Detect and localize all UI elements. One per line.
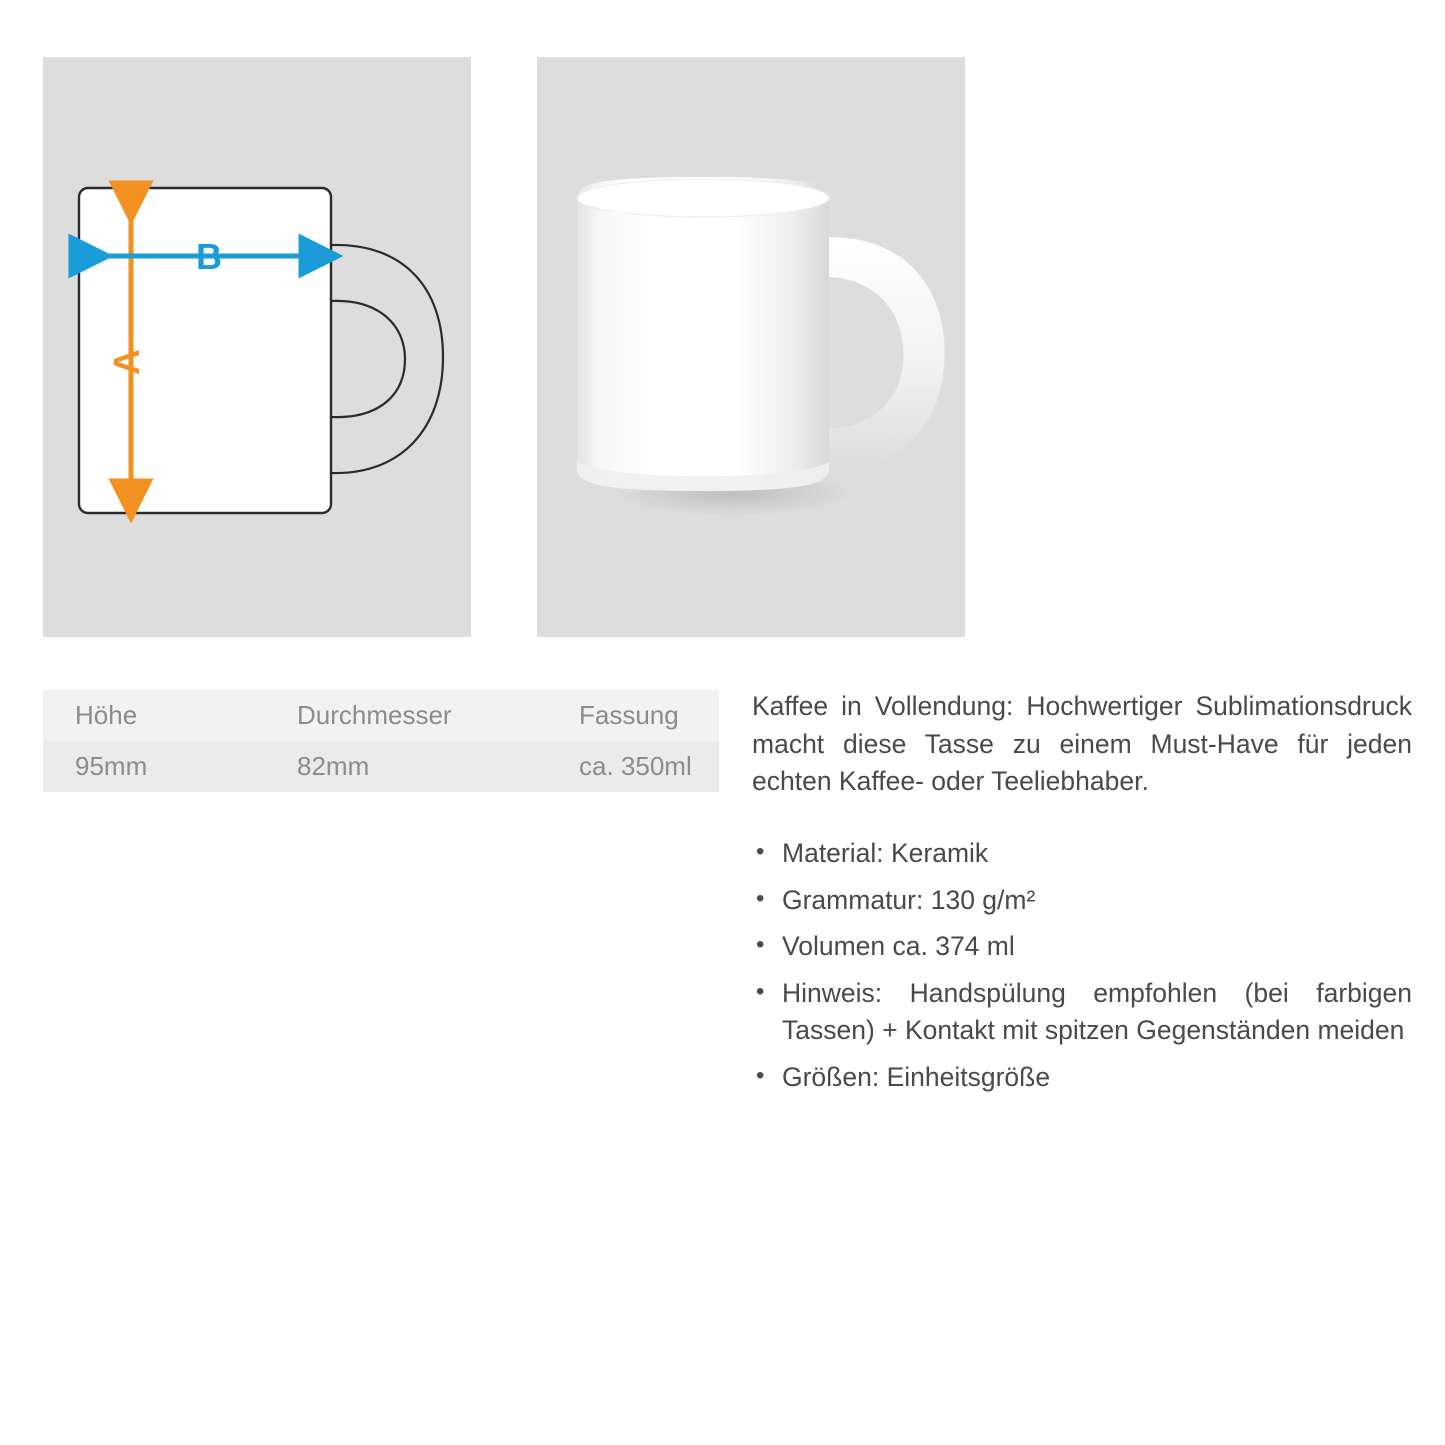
- description-intro: Kaffee in Vollendung: Hochwertiger Sublimationsdruck macht diese Tasse zu einem Must-Have für jeden echten Kaffee- oder Teeliebhaber.: [752, 691, 1412, 797]
- product-image-panels: [43, 57, 1403, 637]
- cell-height: 95mm: [75, 751, 148, 781]
- cell-capacity: ca. 350ml: [579, 751, 692, 781]
- list-item: • Material: Keramik: [752, 835, 1412, 873]
- column-header-diameter: Durchmesser: [297, 700, 452, 730]
- mug-schematic-drawing: [43, 57, 471, 637]
- product-feature-list: [752, 835, 1412, 1097]
- column-header-height: Höhe: [75, 700, 138, 730]
- list-item: • Größen: Einheitsgröße: [752, 1059, 1412, 1097]
- mug-photo: [537, 57, 965, 637]
- column-header-capacity: Fassung: [579, 700, 679, 730]
- list-item: • Volumen ca. 374 ml: [752, 928, 1412, 966]
- svg-text:A: A: [106, 349, 147, 375]
- list-item: • Hinweis: Handspülung empfohlen (bei farbigen Tassen) + Kontakt mit spitzen Gegenständen meiden: [752, 975, 1412, 1050]
- mug-photo-panel: [537, 57, 965, 637]
- specifications-table: [43, 690, 719, 792]
- product-description: [752, 688, 1412, 1106]
- mug-schematic-panel: [43, 57, 471, 637]
- list-item: • Grammatur: 130 g/m²: [752, 882, 1412, 920]
- table-row: [43, 741, 719, 792]
- cell-diameter: 82mm: [297, 751, 370, 781]
- table-header-row: [43, 690, 719, 741]
- svg-text:B: B: [196, 236, 222, 277]
